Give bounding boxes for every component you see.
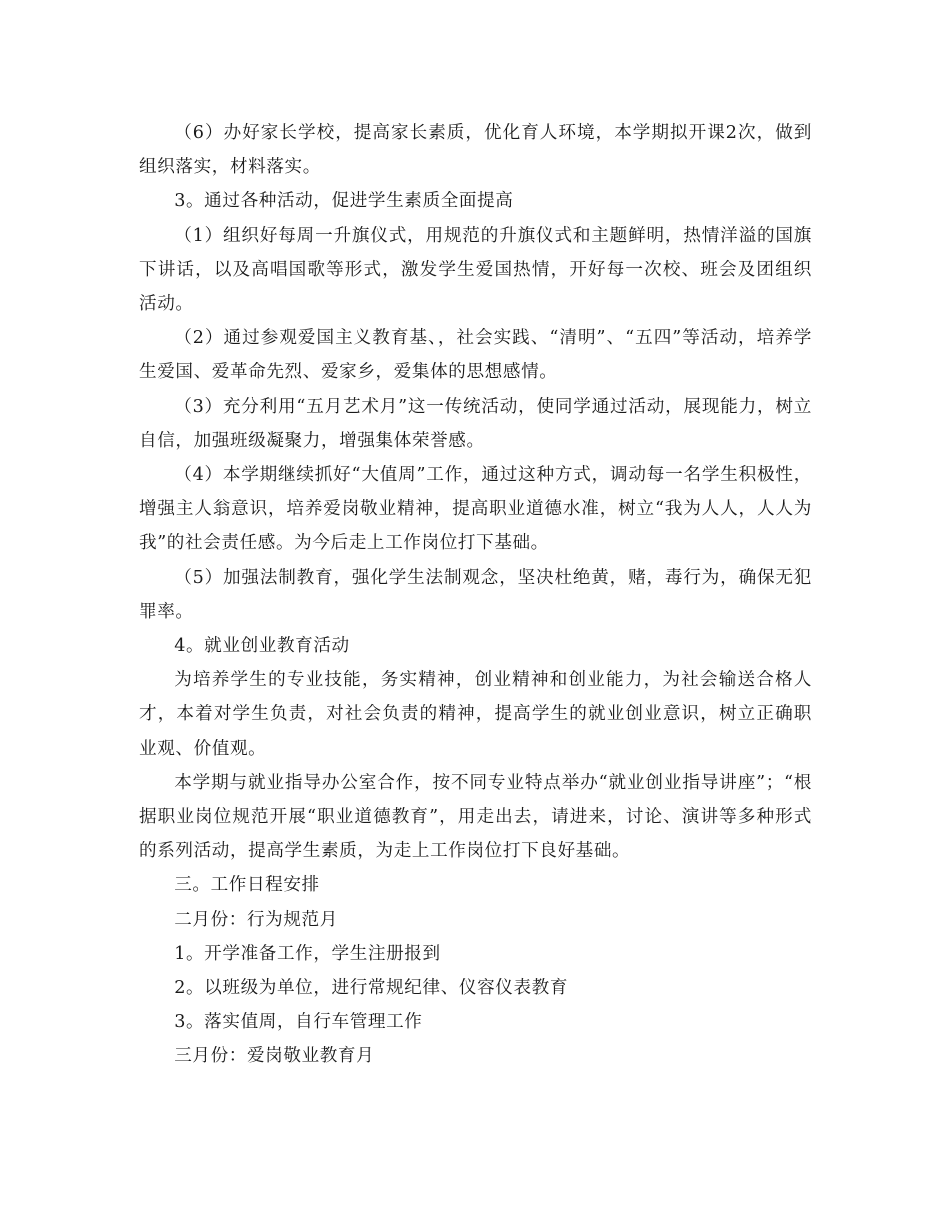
schedule-item-1: 1。开学准备工作，学生注册报到 xyxy=(174,943,441,964)
paragraph-employment-goal: 为培养学生的专业技能，务实精神，创业精神和创业能力，为社会输送合格人才，本着对学生负责，对社会负责的精神，提高学生的就业创业意识，树立正确职业观、价值观。 xyxy=(139,670,812,759)
schedule-february: 二月份：行为规范月 xyxy=(174,909,338,930)
paragraph-duty-week: （4）本学期继续抓好“大值周”工作，通过这种方式，调动每一名学生积极性，增强主人翁意识，培养爱岗敬业精神，提高职业道德水准，树立“我为人人，人人为我”的社会责任感。为今后走上工作岗位打下基础。 xyxy=(139,465,812,554)
heading-activities: 3。通过各种活动，促进学生素质全面提高 xyxy=(174,191,514,212)
schedule-march: 三月份：爱岗敬业教育月 xyxy=(174,1046,375,1067)
schedule-item-2: 2。以班级为单位，进行常规纪律、仪容仪表教育 xyxy=(174,978,569,999)
paragraph-patriotic-visit: （2）通过参观爱国主义教育基、，社会实践、“清明”、“五四”等活动，培养学生爱国、爱革命先烈、爱家乡，爱集体的思想感情。 xyxy=(139,328,812,383)
paragraph-employment-cooperation: 本学期与就业指导办公室合作，按不同专业特点举办“就业创业指导讲座”；“根据职业岗位规范开展“职业道德教育”，用走出去，请进来，讨论、演讲等多种形式的系列活动，提高学生素质，为走上工作岗位打下良好基础。 xyxy=(139,772,812,862)
heading-schedule: 三。工作日程安排 xyxy=(174,875,320,896)
paragraph-legal-education: （5）加强法制教育，强化学生法制观念，坚决杜绝黄，赌，毒行为，确保无犯罪率。 xyxy=(139,567,812,622)
paragraph-art-month: （3）充分利用“五月艺术月”这一传统活动，使同学通过活动，展现能力，树立自信，加强班级凝聚力，增强集体荣誉感。 xyxy=(139,396,812,451)
schedule-item-3: 3。落实值周，自行车管理工作 xyxy=(174,1012,423,1033)
paragraph-flag-ceremony: （1）组织好每周一升旗仪式，用规范的升旗仪式和主题鲜明，热情洋溢的国旗下讲话，以及高唱国歌等形式，激发学生爱国热情，开好每一次校、班会及团组织活动。 xyxy=(139,225,812,315)
document-body xyxy=(139,116,812,1074)
heading-employment: 4。就业创业教育活动 xyxy=(174,636,350,657)
paragraph-parent-school: （6）办好家长学校，提高家长素质，优化育人环境，本学期拟开课2次，做到组织落实，材料落实。 xyxy=(139,123,812,178)
